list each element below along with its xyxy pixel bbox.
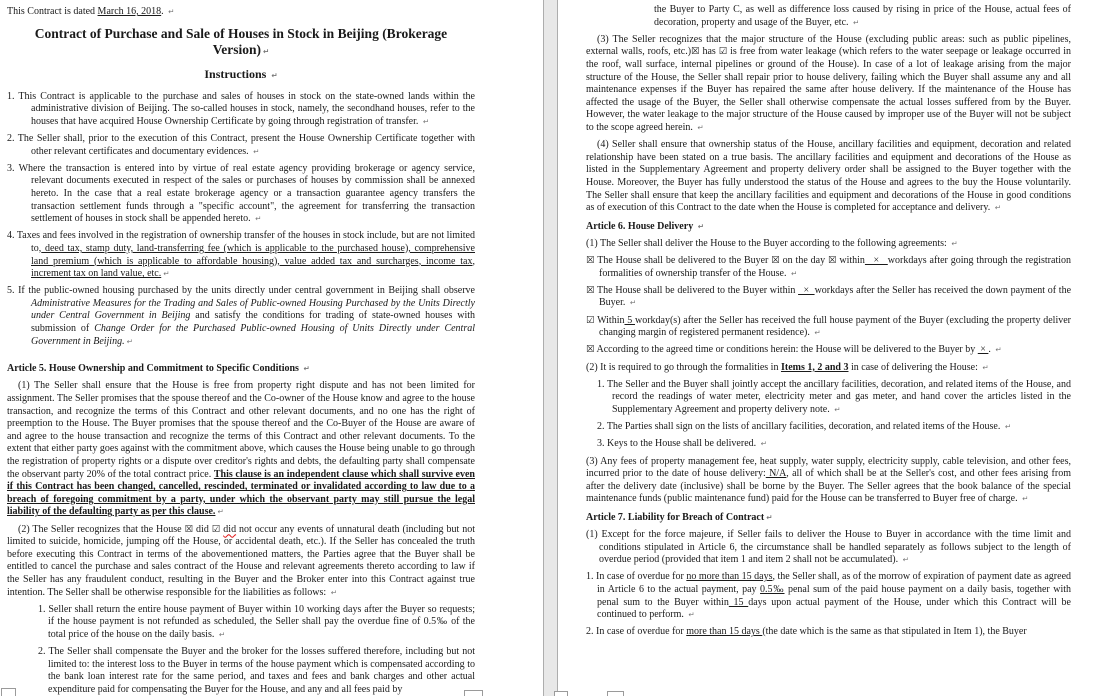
delivery-option-2 [586,285,1071,310]
text-run: . [988,344,994,356]
text-run: According to the agreed time or conditions herein: the House will be delivered to the Buyer by [594,344,978,356]
cutoff-box [464,690,483,696]
overdue-item-2 [586,626,1071,639]
text-run: days upon actual payment of the House, under which this Contract will be continued to perform. [597,596,1071,621]
text-run: workdays after going through the registration formalities of ownership transfer of the House. [599,255,1072,279]
text-run: 5 [624,314,635,326]
text-run: 2. The Seller shall, prior to the execution of this Contract, present the House Ownership Certificate together with other relevant certificates and documentary evidences. [7,132,475,157]
text-run: (3) Any fees of property management fee, heat supply, water supply, electricity supply, cable television, and other fees, incurred prior to the date of house delivery: [586,455,1071,480]
text-run: 2. In case of overdue for [586,626,687,638]
article-6-heading [586,221,1071,234]
text-run: (the date which is the same as that stipulated in Item 1), the Buyer [762,626,1027,638]
text-run: This Contract is dated [7,6,98,17]
checkbox-checked-icon: ☑ [586,314,595,326]
text-run: The House shall be delivered to the Buyer [594,255,772,267]
article-6-clause-3 [586,456,1071,506]
text-run: (1) The Seller shall ensure that the House is free from property right dispute and has not been limited for assignment. The Seller promises that the spouse thereof and the Co-owner of the House know and agree to the house transaction, and recognize the terms of this Contract and other relevant documents, and no one has the right of preemption to the House. The Buyer promises that the spouse thereof and the Co-Buyer of the House are aware of and agree to the house transaction and recognize the terms of this Contract and other relevant documents. To the extent that either party goes against with the commitment above, which causes the House being unable to go through the registration of property rights or a dispute over creditor's rights and debts, the defaulting party shall compensate the observant party 20% of the total contract price. [7,380,475,480]
text-run: March 16, 2018 [97,6,162,17]
text-run: Items 1, 2 and 3 [780,361,849,373]
liability-item-2 [38,646,475,696]
text-run: workdays after the Seller has received the down payment of the Buyer. [599,284,1072,309]
overdue-item-1 [586,571,1071,621]
text-run: (2) The Seller recognizes that the House [18,523,185,535]
text-run: 15 [728,596,749,608]
instruction-item-1 [7,91,475,129]
text-run: did [223,523,237,535]
page-left [0,0,543,696]
contract-title [7,26,475,60]
text-run: 1. The Seller and the Buyer shall jointly accept the ancillary facilities, decoration, and related items of the House, and record the readings of water meter, electricity meter and gas meter, and hand cover the articles listed in the Supplementary Agreement and property delivery note. [597,378,1071,415]
text-run: 0.5‰ [760,584,785,596]
instruction-item-5 [7,285,475,348]
text-run: The House shall be delivered to the Buyer within [594,284,799,296]
continued-paragraph [654,4,1071,29]
text-run: × [977,344,989,356]
text-run: N/A [765,468,787,480]
article-5-clause-3 [586,34,1071,135]
text-run: deed tax, stamp duty, land-transferring fee (which is applicable to the purchased house), comprehensive land premium (which is applicable to affordable housing), value added tax and surcharges, income tax, increment tax on land value, etc. [31,242,475,280]
text-run: Instructions [204,66,270,81]
instruction-item-4 [7,230,475,280]
text-run: (2) It is required to go through the formalities in [586,361,781,373]
text-run: 4. Taxes and fees involved in the registration of ownership transfer of the houses in stock include, but are not limited to, [7,230,475,254]
page-right [558,0,1107,696]
cutoff-box [1,688,16,696]
checkbox-crossed-icon: ☒ [691,46,700,58]
text-run: (1) The Seller shall deliver the House to the Buyer according to the following agreements: [586,237,950,249]
text-run: , the Seller shall, as of the morrow of expiration of payment date as agreed in Article 6 to the actual payment, pay [597,571,1072,596]
text-run: 1. This Contract is applicable to the purchase and sales of houses in stock on the state-owned lands within the administrative division of Beijing. The so-called houses in stock, namely, the secondhand houses, refer to the houses that have acquired House Ownership Certificate by going through registration of transfer. [7,90,475,127]
text-run: This clause is an independent clause which shall survive even if this Contract has been changed, cancelled, rescinded, terminated or invalidated according to law due to a breach of foregoing commitment by a party, under which the observant party may still pursue the legal liability of the defaulting party as per this clause. [7,468,475,518]
cutoff-box [607,691,624,696]
checkbox-crossed-icon: ☒ [586,284,595,296]
text-run: 2. The Parties shall sign on the lists of ancillary facilities, decoration, and related items of the House. [597,421,1003,433]
text-run: × [864,255,888,267]
article-5-clause-1 [7,380,475,519]
text-run: Within [594,314,625,326]
text-run: within [836,255,865,267]
text-run: 1. Seller shall return the entire house payment of Buyer within 10 working days after the Buyer so requests; if the house payment is not refunded as scheduled, the Seller shall pay the overdue fine of 0.5‰ of the total price of the house on the daily basis. [38,603,475,640]
text-run: Article 6. House Delivery [586,220,696,232]
text-run: . [161,6,167,17]
checkbox-crossed-icon: ☒ [184,523,194,535]
formality-item-2 [597,421,1071,434]
text-run: in case of delivering the House: [848,361,981,373]
text-run: 5. If the public-owned housing purchased by the units directly under central government in Beijing shall observe [7,285,475,297]
delivery-option-4 [586,344,1071,357]
article-5-clause-4 [586,139,1071,215]
text-run: × [798,284,815,296]
text-run: 1. In case of overdue for [586,571,687,583]
text-run: penal sum of the paid house payment on a daily basis, together with penal sum to the Buyer within [597,584,1072,608]
text-run: more than 15 days [686,626,763,638]
article-5-heading [7,363,475,376]
checkbox-checked-icon: ☑ [211,523,221,535]
text-run: Article 5. House Ownership and Commitment to Specific Conditions [7,363,302,375]
article-7-heading [586,512,1071,525]
text-run: Contract of Purchase and Sale of Houses in Stock in Beijing (Brokerage Version) [34,25,448,57]
text-run: , all of which shall be at the Seller's cost, and other fees arising from after the delivery date (inclusive) shall be borne by the Buyer. The Seller agrees that the book balance of the special maintenance funds (public maintenance fund) paid for the House can be transferred to Buyer free of charge. [586,468,1071,505]
article-6-clause-2 [586,362,1071,375]
text-run: and satisfy the conditions for trading of state-owned houses with submission of [31,310,476,335]
article-6-clause-1 [586,238,1071,251]
page-gutter [543,0,558,696]
text-run: (1) Except for the force majeure, if Seller fails to deliver the House to Buyer in accordance with the time limit and conditions stipulated in Article 6, the circumstance shall be handled separately as follows subject to the length of overdue period (provided that item 1 and item 2 shall not be accumulated). [586,529,1071,566]
text-run: is free from water leakage (which refers to the water seepage or leakage occurred in the roof, wall surface, internal pipelines or ground of the House). In case of a lot of leakage arising from the major structure of the House, the Seller shall repair prior to house delivery, failing which the Buyer shall assume any and all maintenance expenses if the Buyer has repaired the same after house delivery. If the maintenance of the House has affected the usage of the Buyer, the Seller shall otherwise compensate the actual losses suffered from by the Buyer. However, the water leakage to the major structure of the House caused by improper use of the Buyer will not be subject to the scope agreed herein. [586,46,1071,133]
article-7-clause-1 [586,529,1071,567]
text-run: the Buyer to Party C, as well as difference loss caused by rising in price of the House, actual fees of decoration, property and usage of the Buyer, etc. [654,4,1071,28]
checkbox-crossed-icon: ☒ [586,255,595,267]
text-run: Administrative Measures for the Trading and Sales of Public-owned Housing Purchased by the Units Directly under Central Government in Beijing [31,297,475,322]
text-run: not occur any events of unnatural death (including but not limited to suicide, homicide, jumping off the House, or accidental death, etc.). If the Seller has concealed the truth before executing this Contract in terms of the abovementioned matters, the Parties agree that the Buyer shall be entitled to cancel the purchase and sales contract of the House and relevant agreements thereto according to law if the Seller has any fraudulent conduct, resulting in the Buyer and the Broker enter into this Contract against true intention. The Seller shall be otherwise responsible for the liabilities as follows: [7,523,476,598]
article-5-clause-2 [7,524,475,600]
text-run: 3. Where the transaction is entered into by virtue of real estate agency providing brokerage or agency service, relevant documents executed in respect of the sales or purchases of houses by commission shall be annexed hereto. In the case that a real estate brokerage agency or a transaction guarantee agency transfers the transaction settlement funds through a "specific account", the agreement for transferring the transaction settlement of houses in stock shall be appended hereto. [7,162,475,225]
text-run: 2. The Seller shall compensate the Buyer and the broker for the losses suffered therefore, including but not limited to: the interest loss to the Buyer in terms of the house payment which is compensated according to the bank loan interest rate for the same period, and taxes and fees and bank charges and other actual expenditure paid for compensating the Buyer for the House, and any and all fees paid by [38,646,475,695]
text-run: no more than 15 days [686,571,773,583]
checkbox-crossed-icon: ☒ [771,255,780,267]
delivery-option-1 [586,255,1071,280]
text-run: did [193,523,212,535]
text-run: Change Order for the Purchased Public-owned Housing of Units Directly under Central Government in Beijing. [31,323,475,347]
checkbox-crossed-icon: ☒ [586,344,595,356]
text-run: has [699,46,719,58]
text-run: Article 7. Liability for Breach of Contract [586,511,765,523]
text-run: (4) Seller shall ensure that ownership status of the House, ancillary facilities and equipment, decoration and related relationship have been stated on a true basis. The ancillary facilities and equipment and decorations of the House as listed in the Supplementary Agreement and property delivery order shall be assigned to the Buyer together with the House. Moreover, the Buyer has fully understood the status of the House and agrees to the buy the House voluntarily. The Seller shall ensure that keep the ancillary facilities and equipment and decorations of the House in good conditions as of execution of this Contract to the date when the House is completed for acceptance and delivery. [586,139,1071,214]
text-run: on the day [779,255,828,267]
text-run: 3. Keys to the House shall be delivered. [597,438,759,450]
instruction-item-3 [7,163,475,226]
checkbox-checked-icon: ☑ [718,46,728,58]
instruction-item-2 [7,133,475,158]
text-run: workday(s) after the Seller has received the full house payment of the Buyer (excluding the property deliver changing margin of registered permanent residence). [599,314,1071,339]
instructions-subtitle [7,67,475,83]
formality-item-1 [597,379,1071,417]
delivery-option-3 [586,315,1071,340]
cutoff-box [554,691,568,696]
dated-line [7,6,475,19]
checkbox-crossed-icon: ☒ [827,255,837,267]
text-run: (3) The Seller recognizes that the major structure of the House (excluding public areas: such as public pipelines, external walls, roofs, etc.) [586,33,1071,58]
formality-item-3 [597,438,1071,451]
liability-item-1 [38,604,475,642]
